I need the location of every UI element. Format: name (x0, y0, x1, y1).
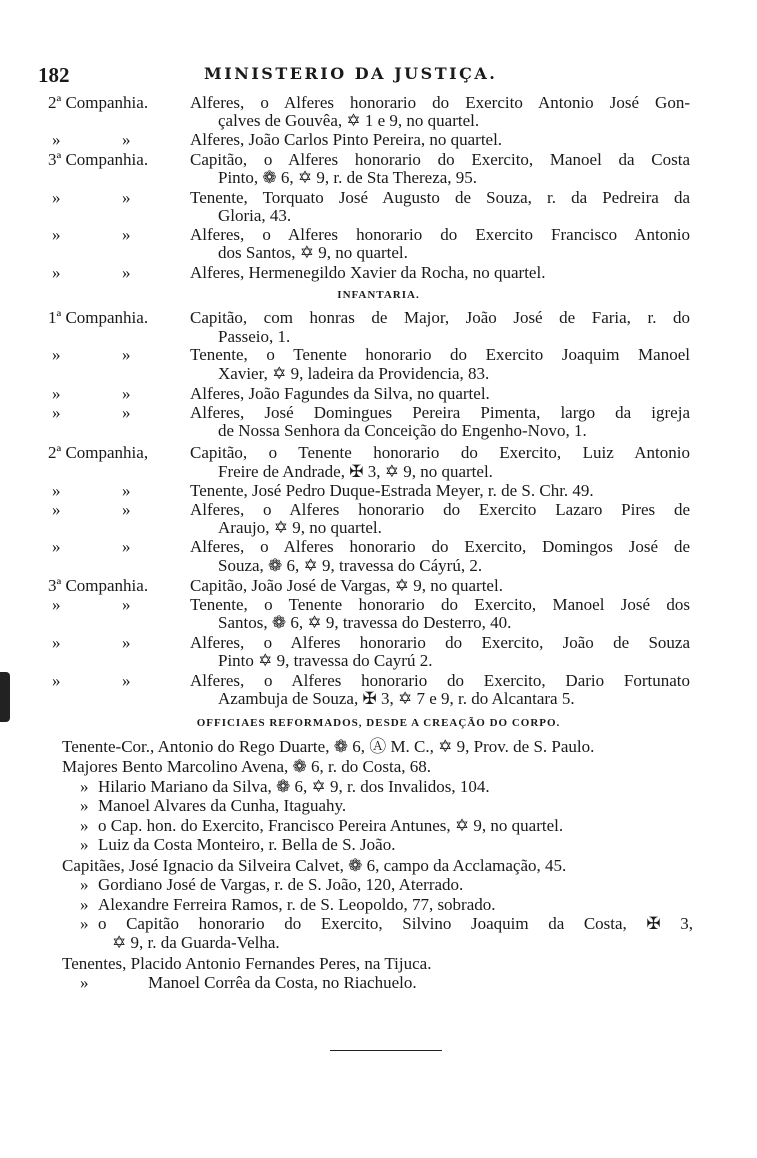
company-label: 3ª Companhia. (48, 576, 149, 595)
roster-entry: Tenente, Torquato José Augusto de Souza, r. da Pedreira da (190, 188, 690, 207)
ditto-mark: » (80, 914, 89, 933)
scan-margin-mark (0, 672, 10, 722)
company-label: 2ª Companhia. (48, 93, 149, 112)
ditto-mark: » (122, 188, 131, 207)
ditto-mark: » (80, 835, 89, 854)
ditto-mark: » (52, 595, 61, 614)
retired-officer-entry: Gordiano José de Vargas, r. de S. João, 120, Aterrado. (98, 875, 464, 894)
roster-entry: Alferes, Hermenegildo Xavier da Rocha, no quartel. (190, 263, 546, 282)
roster-entry: Alferes, o Alferes honorario do Exercito, Dario Fortunato (190, 671, 690, 690)
retired-officer-entry: ✡ 9, r. da Guarda-Velha. (112, 933, 280, 952)
retired-officer-entry: Manoel Alvares da Cunha, Itaguahy. (98, 796, 347, 815)
ditto-mark: » (80, 875, 89, 894)
company-label: 1ª Companhia. (48, 308, 149, 327)
ditto-mark: » (122, 595, 131, 614)
roster-entry: Gloria, 43. (218, 206, 292, 225)
roster-entry: Alferes, o Alferes honorario do Exercito Francisco Antonio (190, 225, 690, 244)
page-number: 182 (38, 63, 70, 87)
ditto-mark: » (122, 345, 131, 364)
roster-entry: Souza, ❁ 6, ✡ 9, travessa do Cáyrú, 2. (218, 556, 483, 575)
closing-rule (330, 1050, 442, 1051)
ditto-mark: » (122, 403, 131, 422)
roster-entry: Alferes, José Domingues Pereira Pimenta, largo da igreja (190, 403, 690, 422)
ditto-mark: » (122, 263, 131, 282)
roster-entry: Alferes, o Alferes honorario do Exercito Lazaro Pires de (190, 500, 690, 519)
ditto-mark: » (80, 796, 89, 815)
ditto-mark: » (122, 225, 131, 244)
ditto-mark: » (80, 973, 89, 992)
roster-entry: Alferes, João Fagundes da Silva, no quartel. (190, 384, 490, 403)
retired-officer-entry: Tenentes, Placido Antonio Fernandes Peres, na Tijuca. (62, 954, 432, 973)
ditto-mark: » (122, 633, 131, 652)
retired-officer-entry: Luiz da Costa Monteiro, r. Bella de S. João. (98, 835, 396, 854)
retired-officer-entry: o Cap. hon. do Exercito, Francisco Pereira Antunes, ✡ 9, no quartel. (98, 816, 564, 835)
retired-officer-entry: o Capitão honorario do Exercito, Silvino Joaquim da Costa, ✠ 3, (98, 914, 693, 933)
ditto-mark: » (52, 384, 61, 403)
ditto-mark: » (52, 537, 61, 556)
roster-entry: Passeio, 1. (218, 327, 291, 346)
ditto-mark: » (52, 263, 61, 282)
ditto-mark: » (52, 225, 61, 244)
retired-officer-entry: Capitães, José Ignacio da Silveira Calvet, ❁ 6, campo da Acclamação, 45. (62, 856, 567, 875)
ditto-mark: » (122, 481, 131, 500)
retired-officer-entry: Majores Bento Marcolino Avena, ❁ 6, r. do Costa, 68. (62, 757, 431, 776)
roster-entry: Azambuja de Souza, ✠ 3, ✡ 7 e 9, r. do Alcantara 5. (218, 689, 575, 708)
section-heading-reformados: OFFICIAES REFORMADOS, DESDE A CREAÇÃO DO CORPO. (196, 717, 561, 729)
ditto-mark: » (122, 500, 131, 519)
roster-entry: Santos, ❁ 6, ✡ 9, travessa do Desterro, 40. (218, 613, 512, 632)
ditto-mark: » (80, 777, 89, 796)
roster-entry: Alferes, João Carlos Pinto Pereira, no quartel. (190, 130, 503, 149)
roster-entry: Freire de Andrade, ✠ 3, ✡ 9, no quartel. (218, 462, 493, 481)
retired-officer-entry: Alexandre Ferreira Ramos, r. de S. Leopoldo, 77, sobrado. (98, 895, 496, 914)
roster-entry: Pinto, ❁ 6, ✡ 9, r. de Sta Thereza, 95. (218, 168, 478, 187)
ditto-mark: » (122, 671, 131, 690)
roster-entry: Tenente, o Tenente honorario do Exercito Joaquim Manoel (190, 345, 690, 364)
roster-entry: dos Santos, ✡ 9, no quartel. (218, 243, 408, 262)
ditto-mark: » (122, 130, 131, 149)
roster-entry: Xavier, ✡ 9, ladeira da Providencia, 83. (218, 364, 490, 383)
ditto-mark: » (80, 816, 89, 835)
roster-entry: Tenente, o Tenente honorario do Exercito, Manoel José dos (190, 595, 690, 614)
roster-entry: Pinto ✡ 9, travessa do Cayrú 2. (218, 651, 433, 670)
roster-entry: Araujo, ✡ 9, no quartel. (218, 518, 382, 537)
retired-officer-entry: Manoel Corrêa da Costa, no Riachuelo. (148, 973, 417, 992)
retired-officer-entry: Tenente-Cor., Antonio do Rego Duarte, ❁ 6, Ⓐ M. C., ✡ 9, Prov. de S. Paulo. (62, 737, 595, 756)
ditto-mark: » (52, 345, 61, 364)
ditto-mark: » (80, 895, 89, 914)
ditto-mark: » (52, 130, 61, 149)
ditto-mark: » (52, 633, 61, 652)
company-label: 3ª Companhia. (48, 150, 149, 169)
roster-entry: de Nossa Senhora da Conceição do Engenho-Novo, 1. (218, 421, 587, 440)
roster-entry: Tenente, José Pedro Duque-Estrada Meyer, r. de S. Chr. 49. (190, 481, 594, 500)
roster-entry: Alferes, o Alferes honorario do Exercito Antonio José Gon- (190, 93, 690, 112)
ditto-mark: » (122, 537, 131, 556)
roster-entry: çalves de Gouvêa, ✡ 1 e 9, no quartel. (218, 111, 480, 130)
section-heading-infantaria: INFANTARIA. (337, 289, 420, 301)
roster-entry: Alferes, o Alferes honorario do Exercito, Domingos José de (190, 537, 690, 556)
roster-entry: Alferes, o Alferes honorario do Exercito, João de Souza (190, 633, 690, 652)
ditto-mark: » (52, 500, 61, 519)
ditto-mark: » (52, 481, 61, 500)
ditto-mark: » (52, 188, 61, 207)
page-title: MINISTERIO DA JUSTIÇA. (204, 64, 498, 83)
roster-entry: Capitão, João José de Vargas, ✡ 9, no quartel. (190, 576, 503, 595)
roster-entry: Capitão, o Alferes honorario do Exercito, Manoel da Costa (190, 150, 690, 169)
roster-entry: Capitão, com honras de Major, João José de Faria, r. do (190, 308, 690, 327)
retired-officer-entry: Hilario Mariano da Silva, ❁ 6, ✡ 9, r. dos Invalidos, 104. (98, 777, 490, 796)
ditto-mark: » (52, 671, 61, 690)
roster-entry: Capitão, o Tenente honorario do Exercito, Luiz Antonio (190, 443, 690, 462)
ditto-mark: » (52, 403, 61, 422)
company-label: 2ª Companhia, (48, 443, 149, 462)
ditto-mark: » (122, 384, 131, 403)
